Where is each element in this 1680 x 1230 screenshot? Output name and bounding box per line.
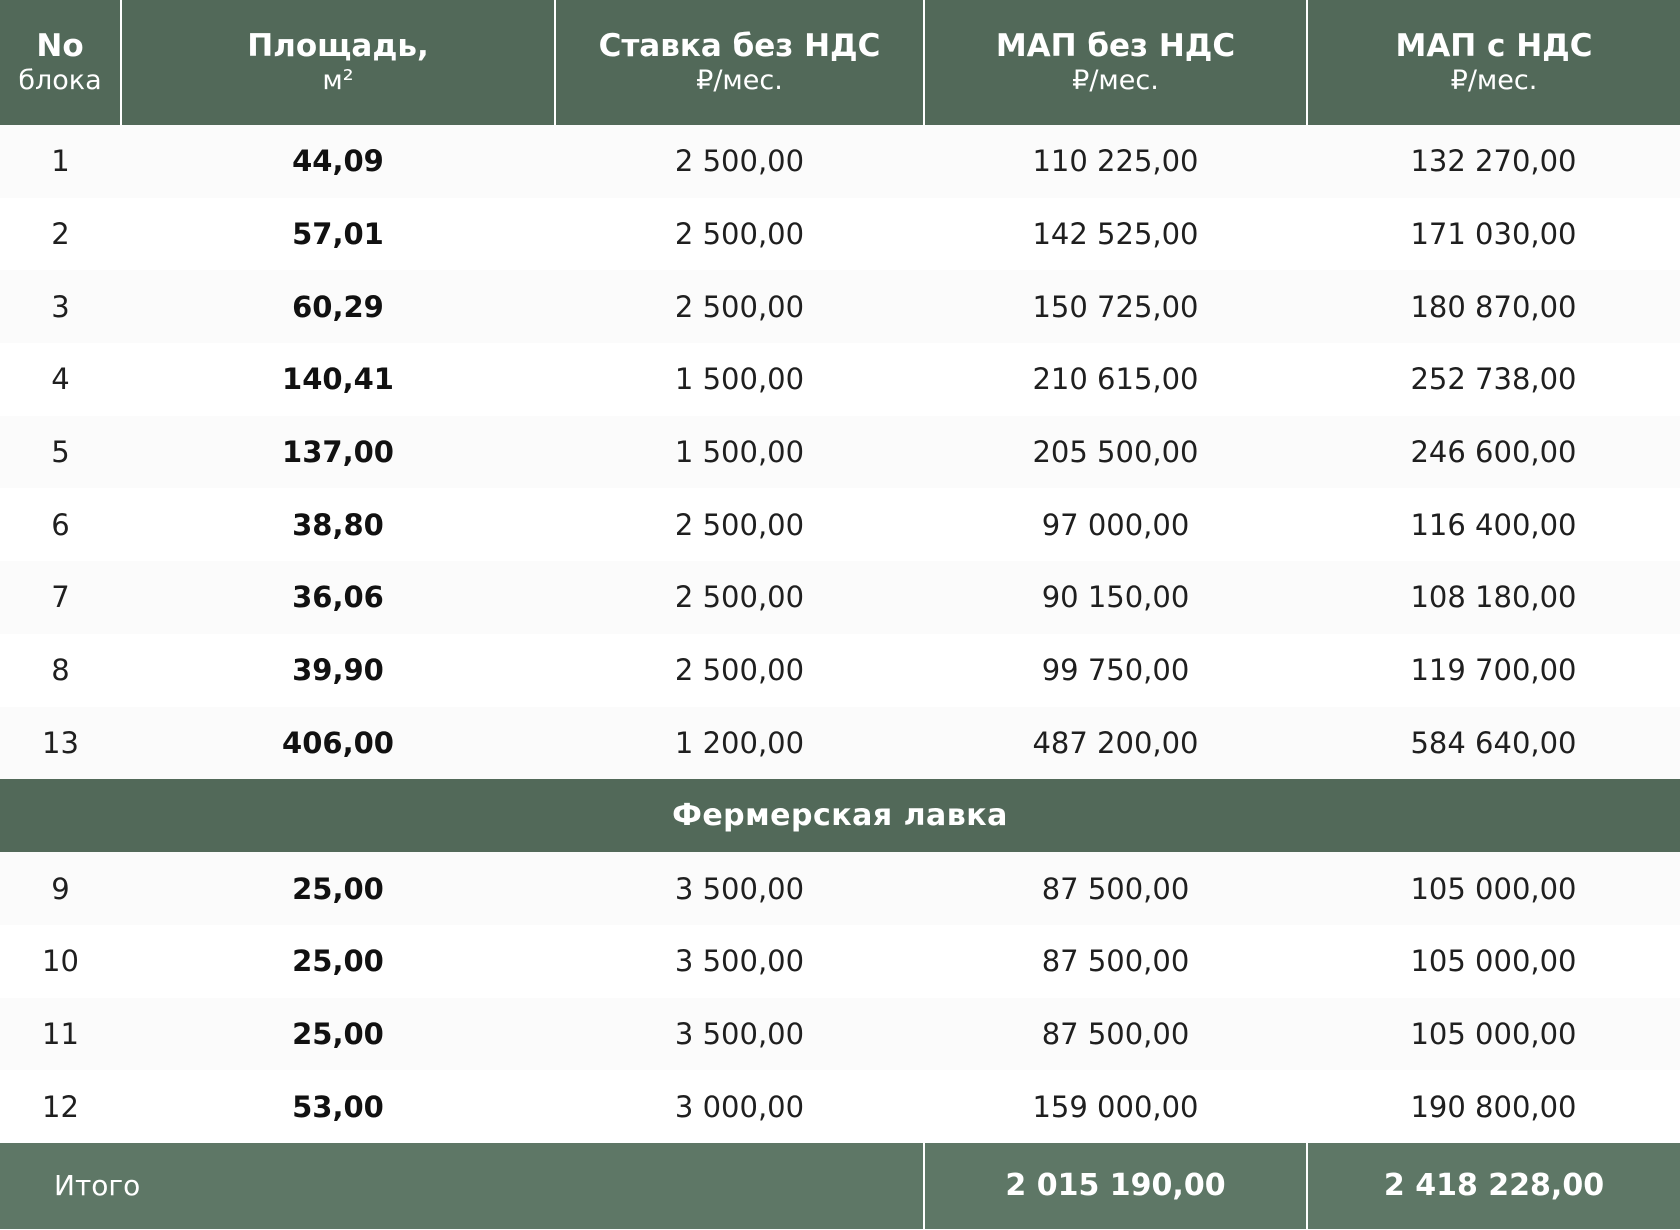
block-number-cell: 6: [0, 488, 121, 561]
map-with-vat-cell: 171 030,00: [1307, 198, 1680, 271]
header-main: МАП без НДС: [995, 27, 1236, 64]
map-without-vat-cell: 142 525,00: [924, 198, 1307, 271]
block-number-cell: 5: [0, 416, 121, 489]
table-row: [0, 634, 1680, 707]
total-label: Итого: [0, 1143, 924, 1229]
header-map-with-vat: [1307, 0, 1680, 125]
rate-cell: 1 500,00: [555, 343, 924, 416]
header-sub: м²: [322, 64, 354, 96]
rate-cell: 2 500,00: [555, 488, 924, 561]
area-cell: 38,80: [121, 488, 555, 561]
table-row: [0, 1070, 1680, 1143]
map-without-vat-cell: 87 500,00: [924, 852, 1307, 925]
block-number-cell: 12: [0, 1070, 121, 1143]
table-row: [0, 343, 1680, 416]
header-block-number: [0, 0, 121, 125]
block-number-cell: 4: [0, 343, 121, 416]
header-area: [121, 0, 555, 125]
rate-cell: 2 500,00: [555, 198, 924, 271]
map-with-vat-cell: 252 738,00: [1307, 343, 1680, 416]
block-number-cell: 10: [0, 925, 121, 998]
header-main: Ставка без НДС: [598, 27, 881, 64]
area-cell: 406,00: [121, 707, 555, 780]
area-cell: 57,01: [121, 198, 555, 271]
map-with-vat-cell: 246 600,00: [1307, 416, 1680, 489]
rate-cell: 2 500,00: [555, 125, 924, 198]
table-row: [0, 925, 1680, 998]
map-with-vat-cell: 105 000,00: [1307, 925, 1680, 998]
map-without-vat-cell: 97 000,00: [924, 488, 1307, 561]
rate-cell: 3 500,00: [555, 925, 924, 998]
area-cell: 25,00: [121, 998, 555, 1071]
block-number-cell: 9: [0, 852, 121, 925]
map-without-vat-cell: 150 725,00: [924, 270, 1307, 343]
map-without-vat-cell: 159 000,00: [924, 1070, 1307, 1143]
map-without-vat-cell: 87 500,00: [924, 925, 1307, 998]
map-with-vat-cell: 584 640,00: [1307, 707, 1680, 780]
table-row: [0, 125, 1680, 198]
map-without-vat-cell: 110 225,00: [924, 125, 1307, 198]
table-row: [0, 707, 1680, 780]
total-map-without-vat: 2 015 190,00: [924, 1143, 1307, 1229]
map-without-vat-cell: 487 200,00: [924, 707, 1307, 780]
table-row: [0, 198, 1680, 271]
header-sub: блока: [18, 64, 102, 96]
map-with-vat-cell: 132 270,00: [1307, 125, 1680, 198]
block-number-cell: 13: [0, 707, 121, 780]
area-cell: 25,00: [121, 925, 555, 998]
block-number-cell: 8: [0, 634, 121, 707]
area-cell: 140,41: [121, 343, 555, 416]
rate-cell: 1 200,00: [555, 707, 924, 780]
rate-cell: 1 500,00: [555, 416, 924, 489]
area-cell: 36,06: [121, 561, 555, 634]
block-number-cell: 3: [0, 270, 121, 343]
map-with-vat-cell: 105 000,00: [1307, 998, 1680, 1071]
rate-cell: 3 500,00: [555, 852, 924, 925]
map-without-vat-cell: 99 750,00: [924, 634, 1307, 707]
area-cell: 39,90: [121, 634, 555, 707]
total-map-with-vat: 2 418 228,00: [1307, 1143, 1680, 1229]
map-with-vat-cell: 105 000,00: [1307, 852, 1680, 925]
map-without-vat-cell: 210 615,00: [924, 343, 1307, 416]
rate-cell: 3 000,00: [555, 1070, 924, 1143]
table-body: [0, 125, 1680, 1143]
rate-cell: 2 500,00: [555, 270, 924, 343]
block-number-cell: 2: [0, 198, 121, 271]
total-row: [0, 1143, 1680, 1229]
header-sub: ₽/мес.: [1450, 64, 1538, 96]
table-row: [0, 852, 1680, 925]
section-header-row: [0, 779, 1680, 852]
header-rate: [555, 0, 924, 125]
map-with-vat-cell: 180 870,00: [1307, 270, 1680, 343]
map-with-vat-cell: 108 180,00: [1307, 561, 1680, 634]
area-cell: 44,09: [121, 125, 555, 198]
area-cell: 25,00: [121, 852, 555, 925]
rate-cell: 2 500,00: [555, 561, 924, 634]
header-main: Площадь,: [247, 27, 429, 64]
area-cell: 60,29: [121, 270, 555, 343]
block-number-cell: 1: [0, 125, 121, 198]
map-without-vat-cell: 90 150,00: [924, 561, 1307, 634]
table-header: [0, 0, 1680, 125]
map-with-vat-cell: 190 800,00: [1307, 1070, 1680, 1143]
block-number-cell: 11: [0, 998, 121, 1071]
rate-cell: 2 500,00: [555, 634, 924, 707]
map-with-vat-cell: 119 700,00: [1307, 634, 1680, 707]
header-main: No: [36, 27, 84, 64]
table-row: [0, 416, 1680, 489]
table-row: [0, 998, 1680, 1071]
table-footer: [0, 1143, 1680, 1229]
map-without-vat-cell: 205 500,00: [924, 416, 1307, 489]
header-main: МАП с НДС: [1395, 27, 1593, 64]
table-row: [0, 488, 1680, 561]
area-cell: 137,00: [121, 416, 555, 489]
area-cell: 53,00: [121, 1070, 555, 1143]
table-row: [0, 561, 1680, 634]
header-sub: ₽/мес.: [696, 64, 783, 96]
table-row: [0, 270, 1680, 343]
map-with-vat-cell: 116 400,00: [1307, 488, 1680, 561]
block-number-cell: 7: [0, 561, 121, 634]
section-title: Фермерская лавка: [0, 779, 1680, 852]
rate-cell: 3 500,00: [555, 998, 924, 1071]
header-sub: ₽/мес.: [1072, 64, 1159, 96]
header-map-without-vat: [924, 0, 1307, 125]
map-without-vat-cell: 87 500,00: [924, 998, 1307, 1071]
